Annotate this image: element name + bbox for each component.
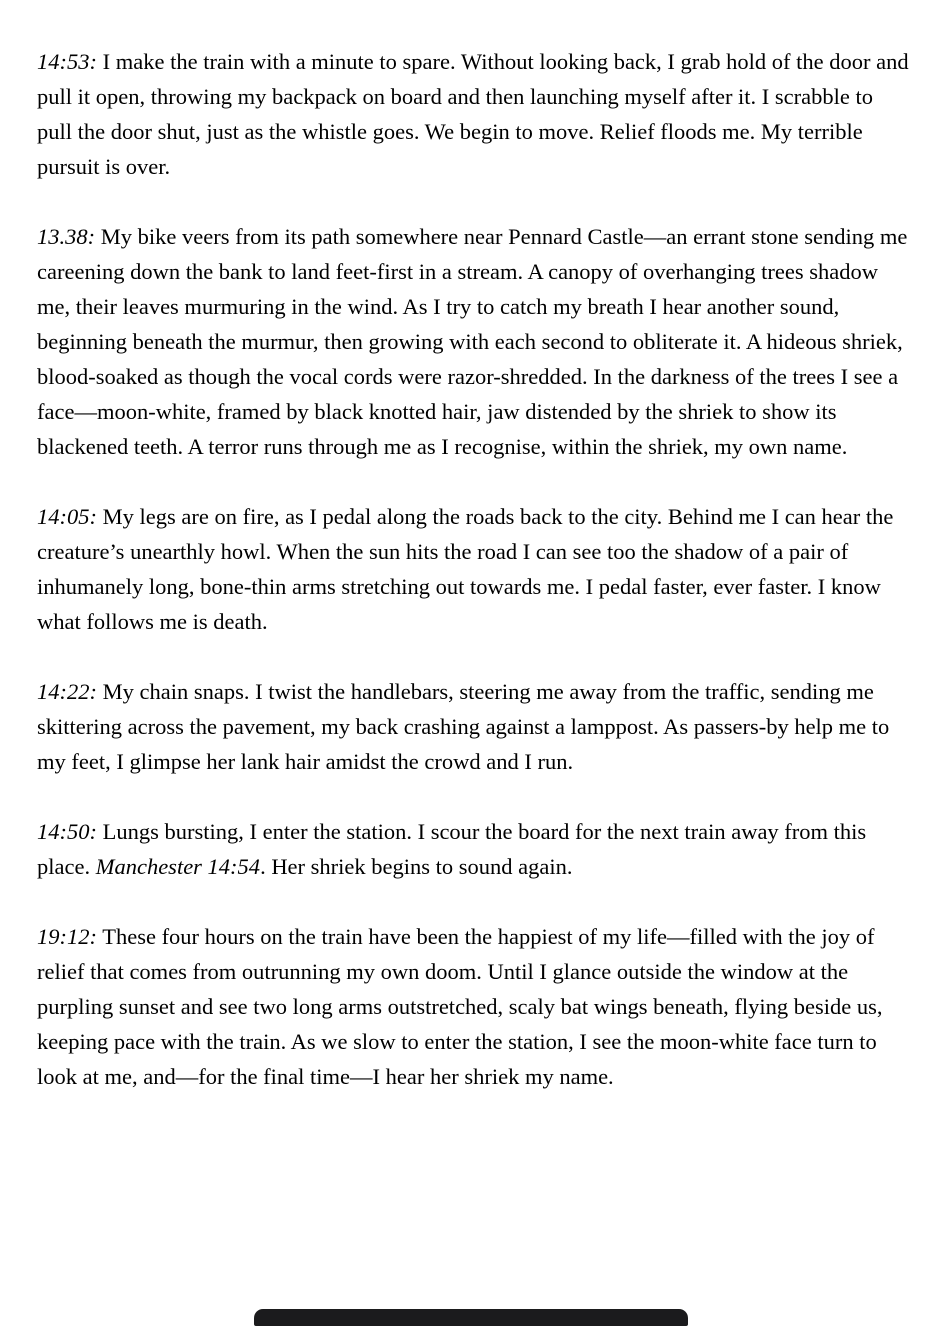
journal-entry xyxy=(37,674,910,779)
entry-text: Lungs bursting, I enter the station. I scour the board for the next train away from this place. xyxy=(37,819,867,879)
entry-timestamp: 13.38: xyxy=(37,224,96,249)
entry-text: I make the train with a minute to spare. Without looking back, I grab hold of the door and pull it open, throwing my backpack on board and then launching myself after it. I scrabble to pull the door shut, just as the whistle goes. We begin to move. Relief floods me. My terrible pursuit is over. xyxy=(37,49,909,179)
journal-entry xyxy=(37,814,910,884)
inline-emphasis: Manchester 14:54 xyxy=(95,854,261,879)
entry-text: My chain snaps. I twist the handlebars, steering me away from the traffic, sending me skittering across the pavement, my back crashing against a lamppost. As passers-by help me to my feet, I glimpse her lank hair amidst the crowd and I run. xyxy=(37,679,890,774)
home-indicator[interactable] xyxy=(254,1309,688,1326)
entry-timestamp: 14:22: xyxy=(37,679,97,704)
entry-timestamp: 14:53: xyxy=(37,49,97,74)
journal-entry xyxy=(37,499,910,639)
journal-entry xyxy=(37,219,910,464)
journal-entry xyxy=(37,919,910,1094)
entry-text: My legs are on fire, as I pedal along the roads back to the city. Behind me I can hear the creature’s unearthly howl. When the sun hits the road I can see too the shadow of a pair of inhumanely long, bone-thin arms stretching out towards me. I pedal faster, ever faster. I know what follows me is death. xyxy=(37,504,894,634)
entry-timestamp: 19:12: xyxy=(37,924,97,949)
journal-entry xyxy=(37,44,910,184)
entry-timestamp: 14:50: xyxy=(37,819,97,844)
entry-text: These four hours on the train have been the happiest of my life—filled with the joy of relief that comes from outrunning my own doom. Until I glance outside the window at the purpling sunset and see two long arms outstretched, scaly bat wings beneath, flying beside us, keeping pace with the train. As we slow to enter the station, I see the moon-white face turn to look at me, and—for the final time—I hear her shriek my name. xyxy=(37,924,883,1089)
entry-timestamp: 14:05: xyxy=(37,504,97,529)
entry-text: . Her shriek begins to sound again. xyxy=(260,854,573,879)
entry-text: My bike veers from its path somewhere near Pennard Castle—an errant stone sending me careening down the bank to land feet-first in a stream. A canopy of overhanging trees shadow me, their leaves murmuring in the wind. As I try to catch my breath I hear another sound, beginning beneath the murmur, then growing with each second to obliterate it. A hideous shriek, blood-soaked as though the vocal cords were razor-shredded. In the darkness of the trees I see a face—moon-white, framed by black knotted hair, jaw distended by the shriek to show its blackened teeth. A terror runs through me as I recognise, within the shriek, my own name. xyxy=(37,224,908,459)
